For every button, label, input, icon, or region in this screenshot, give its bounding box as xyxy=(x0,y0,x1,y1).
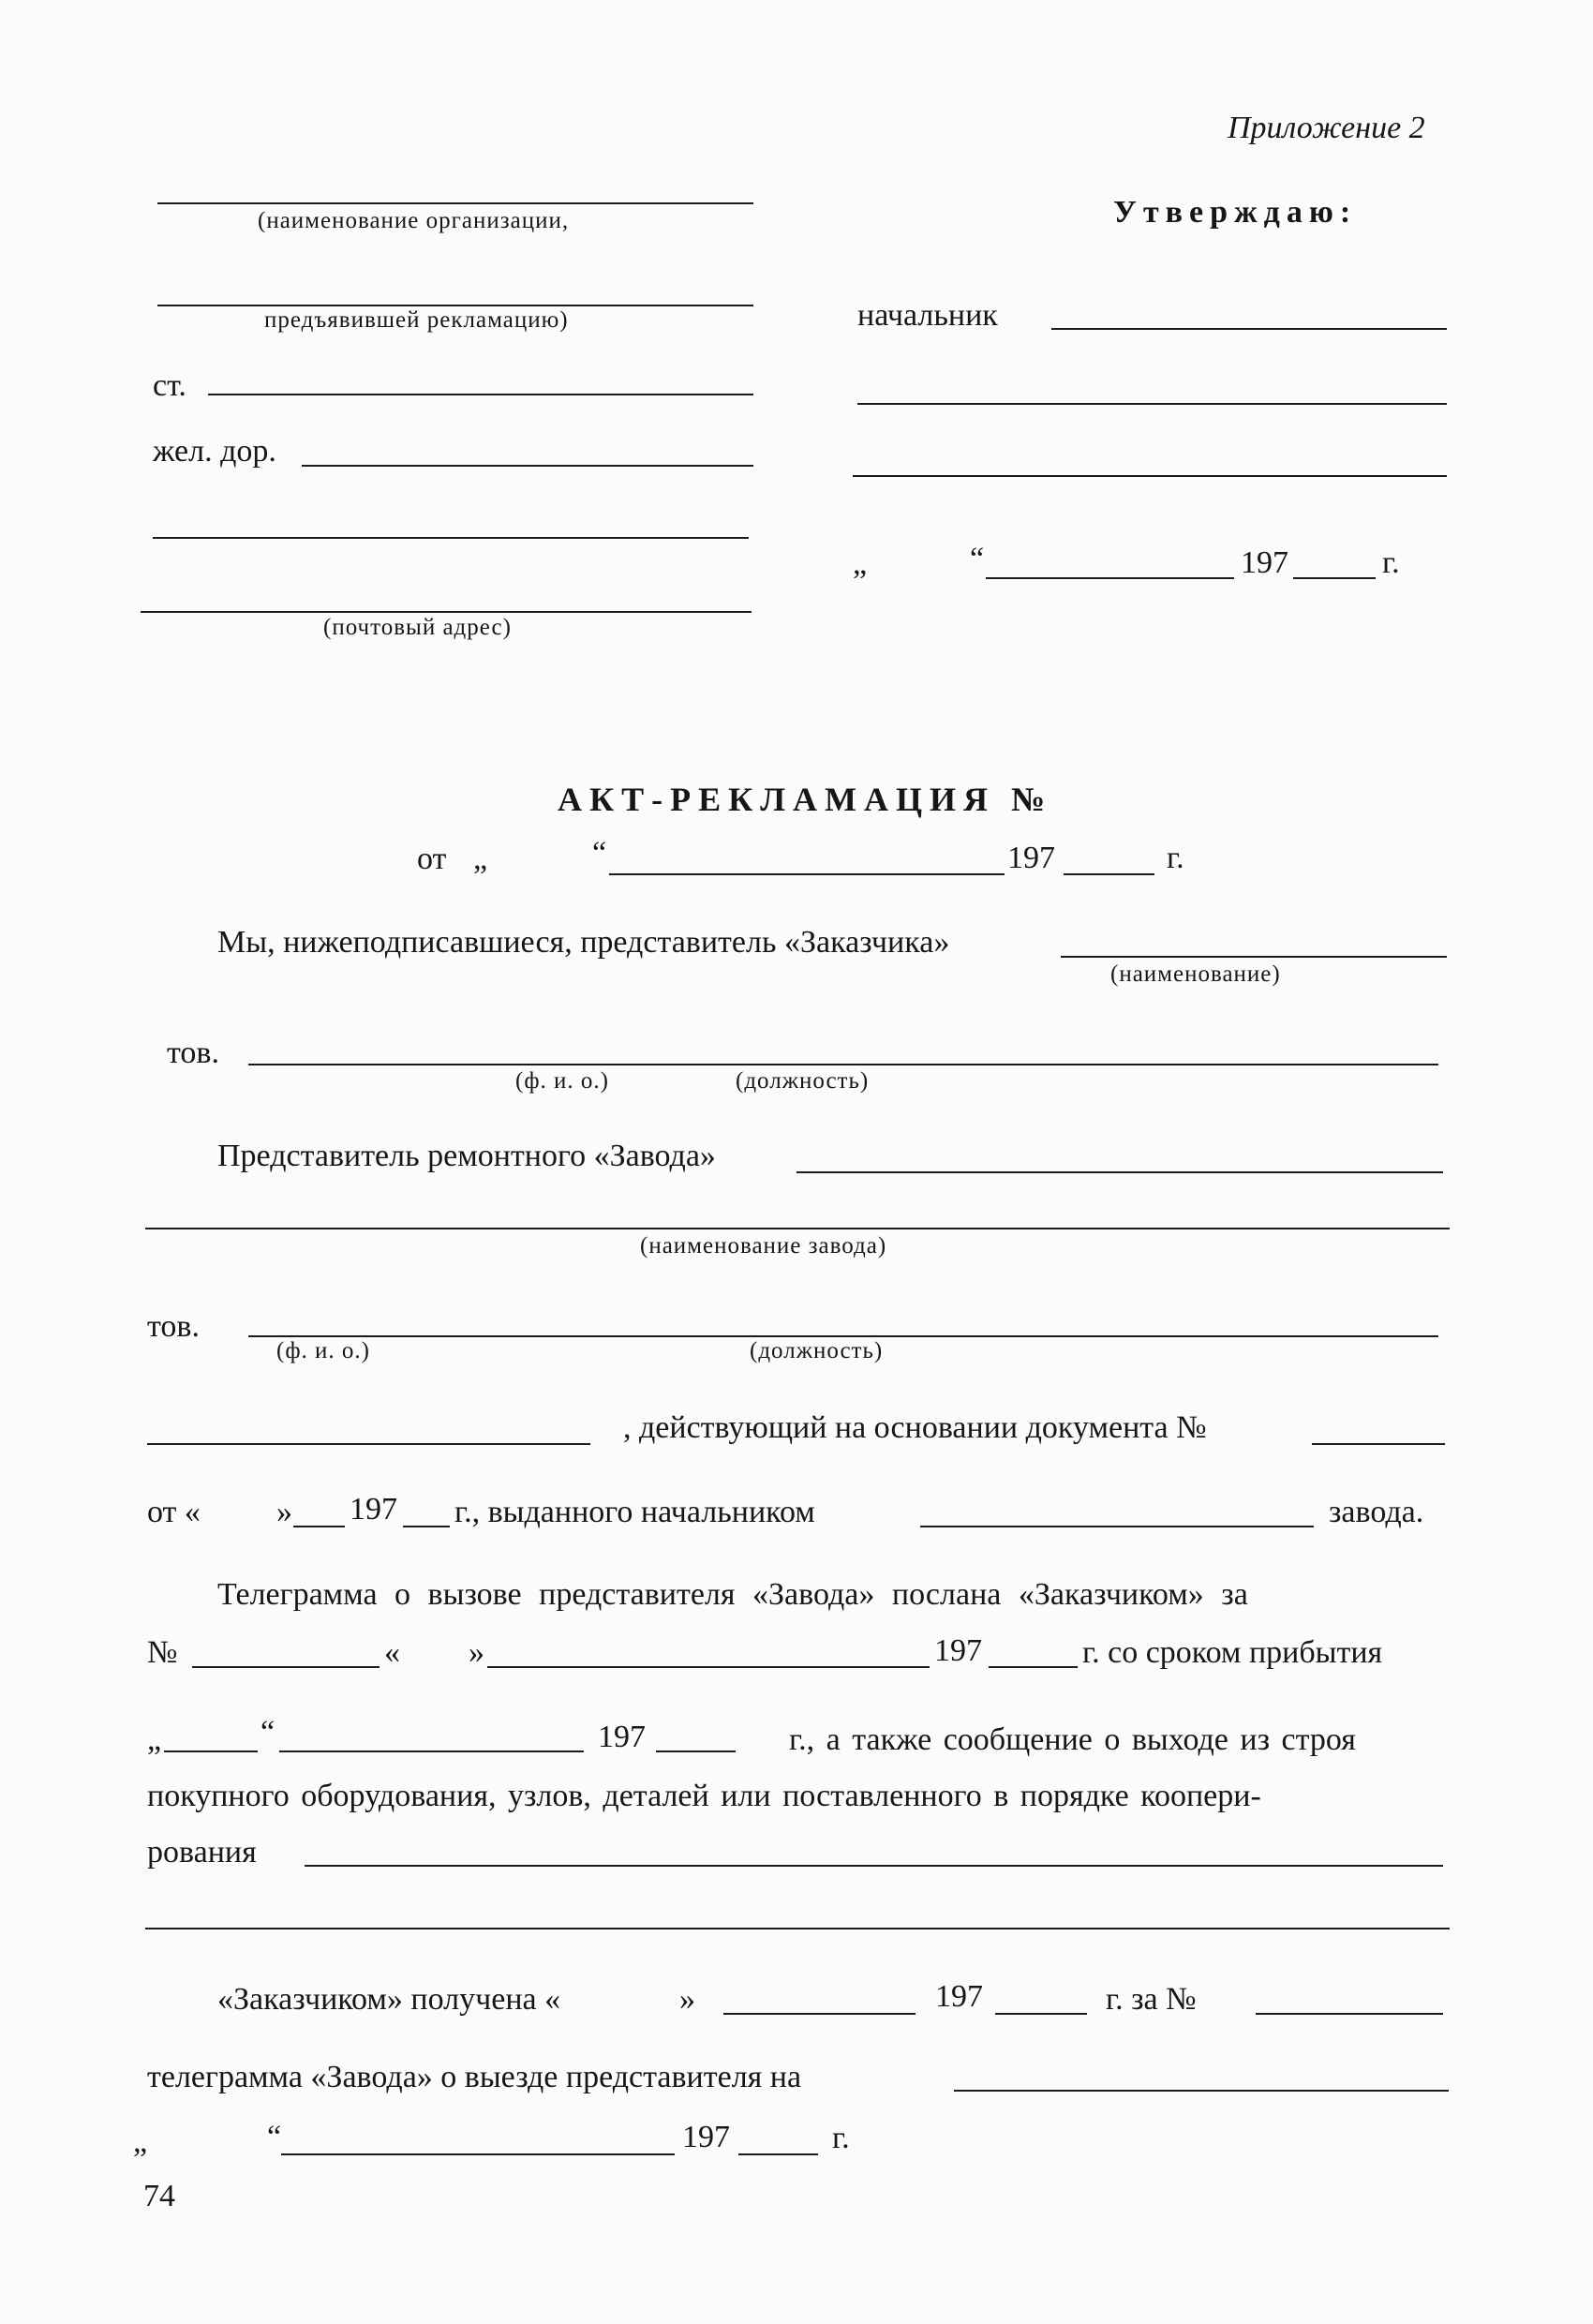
failure-message: г., а также сообщение о выходе из строя xyxy=(789,1722,1356,1757)
telegram-year: 197 xyxy=(934,1633,982,1668)
arrival-month-line[interactable] xyxy=(279,1750,584,1752)
received-open: «Заказчиком» получена « xyxy=(217,1982,561,2017)
approval-line-2[interactable] xyxy=(857,403,1447,405)
page-number: 74 xyxy=(143,2179,175,2213)
telegram-line: Телеграмма о вызове представителя «Завода» послана «Заказчиком» за xyxy=(217,1577,1248,1612)
org-name-line[interactable] xyxy=(157,202,753,204)
approval-line-3[interactable] xyxy=(853,475,1447,477)
plant-name-caption: (наименование завода) xyxy=(640,1233,887,1259)
cooperation-line[interactable] xyxy=(305,1865,1443,1867)
comrade-label: тов. xyxy=(167,1035,219,1070)
arrival-quote-close: “ xyxy=(261,1715,275,1750)
from-date-open: от « xyxy=(147,1495,201,1529)
plant-rep-line-1[interactable] xyxy=(796,1171,1443,1173)
arrival-day-line[interactable] xyxy=(164,1750,258,1752)
postal-address-caption: (почтовый адрес) xyxy=(323,615,512,640)
telegram-date-line[interactable] xyxy=(487,1666,930,1668)
received-year-line[interactable] xyxy=(995,2013,1087,2015)
last-year-suffix: г. xyxy=(832,2121,850,2155)
org-name-caption: (наименование организации, xyxy=(258,208,570,233)
station-line[interactable] xyxy=(208,394,753,395)
act-year-suffix: г. xyxy=(1167,841,1184,875)
issued-by: г., выданного начальником xyxy=(454,1495,815,1529)
chief-line[interactable] xyxy=(1051,328,1447,330)
telegram-number-line[interactable] xyxy=(192,1666,380,1668)
customer-line: Мы, нижеподписавшиеся, представитель «Заказчика» xyxy=(217,925,950,960)
last-year: 197 xyxy=(682,2120,730,2154)
customer-name-line[interactable] xyxy=(1061,956,1447,958)
from-year-line[interactable] xyxy=(403,1526,450,1527)
received-number-line[interactable] xyxy=(1256,2013,1443,2015)
cooperation-line-2[interactable] xyxy=(145,1928,1450,1929)
act-year-line[interactable] xyxy=(1064,873,1154,875)
approval-open-quote: „ xyxy=(853,546,868,581)
plant-rep-fio-line[interactable] xyxy=(248,1335,1438,1337)
last-year-line[interactable] xyxy=(738,2153,818,2155)
chief-label: начальник xyxy=(857,298,998,333)
document-number-line[interactable] xyxy=(1312,1443,1445,1445)
telegram-year-line[interactable] xyxy=(989,1666,1078,1668)
received-for: г. за № xyxy=(1106,1982,1197,2017)
plant-rep-line: Представитель ремонтного «Завода» xyxy=(217,1139,716,1173)
departure-line-blank[interactable] xyxy=(954,2090,1449,2092)
address-line-2[interactable] xyxy=(141,611,752,613)
approval-year: 197 xyxy=(1241,545,1288,580)
plant-name-line[interactable] xyxy=(145,1228,1450,1229)
telegram-quote-open: « xyxy=(384,1635,400,1670)
last-date-line[interactable] xyxy=(281,2153,675,2155)
address-line-1[interactable] xyxy=(153,537,749,539)
plant-word: завода. xyxy=(1329,1495,1424,1529)
act-from-label: от xyxy=(417,842,447,876)
acting-name-line[interactable] xyxy=(147,1443,590,1445)
departure-line: телеграмма «Завода» о выезде представителя на xyxy=(147,2060,802,2094)
from-date-close: » xyxy=(276,1495,292,1529)
fio-caption-2: (ф. и. о.) xyxy=(276,1338,370,1363)
comrade-label-2: тов. xyxy=(147,1309,200,1344)
customer-rep-line[interactable] xyxy=(248,1064,1438,1065)
act-close-quote: “ xyxy=(592,836,607,871)
approval-date-line[interactable] xyxy=(986,577,1234,579)
arrival-year: 197 xyxy=(598,1720,646,1754)
railway-label: жел. дор. xyxy=(153,434,276,469)
customer-name-caption: (наименование) xyxy=(1110,961,1281,987)
fio-caption: (ф. и. о.) xyxy=(515,1068,609,1094)
telegram-quote-close: » xyxy=(469,1635,484,1670)
appendix-label: Приложение 2 xyxy=(1228,111,1425,145)
received-year: 197 xyxy=(935,1979,983,2014)
received-close: » xyxy=(679,1982,695,2017)
arrival-term: г. со сроком прибытия xyxy=(1082,1635,1383,1670)
arrival-quote-open: „ xyxy=(147,1722,162,1757)
cooperation-end: рования xyxy=(147,1835,257,1870)
approval-title: Утверждаю: xyxy=(1113,195,1358,230)
purchased-line: покупного оборудования, узлов, деталей или поставленного в порядке коопери- xyxy=(147,1779,1261,1813)
position-caption: (должность) xyxy=(736,1068,870,1094)
arrival-year-line[interactable] xyxy=(656,1750,736,1752)
last-quote-open: „ xyxy=(133,2124,148,2159)
act-open-quote: „ xyxy=(473,842,488,876)
act-title: АКТ-РЕКЛАМАЦИЯ № xyxy=(558,781,1053,818)
approval-year-suffix: г. xyxy=(1382,545,1400,580)
issued-by-chief-line[interactable] xyxy=(920,1526,1314,1527)
from-date-year: 197 xyxy=(350,1492,397,1527)
last-quote-close: “ xyxy=(267,2120,282,2154)
act-year: 197 xyxy=(1007,841,1055,875)
railway-line[interactable] xyxy=(302,465,753,467)
acting-line: , действующий на основании документа № xyxy=(623,1410,1207,1445)
received-date-line[interactable] xyxy=(723,2013,916,2015)
telegram-num-sign: № xyxy=(147,1635,178,1670)
from-date-line[interactable] xyxy=(293,1526,345,1527)
station-label: ст. xyxy=(153,368,186,403)
approval-year-line[interactable] xyxy=(1293,577,1376,579)
act-date-line[interactable] xyxy=(609,873,1005,875)
claimant-caption: предъявившей рекламацию) xyxy=(264,307,569,333)
approval-close-quote: “ xyxy=(970,542,985,576)
claimant-line[interactable] xyxy=(157,305,753,306)
position-caption-2: (должность) xyxy=(750,1338,884,1363)
